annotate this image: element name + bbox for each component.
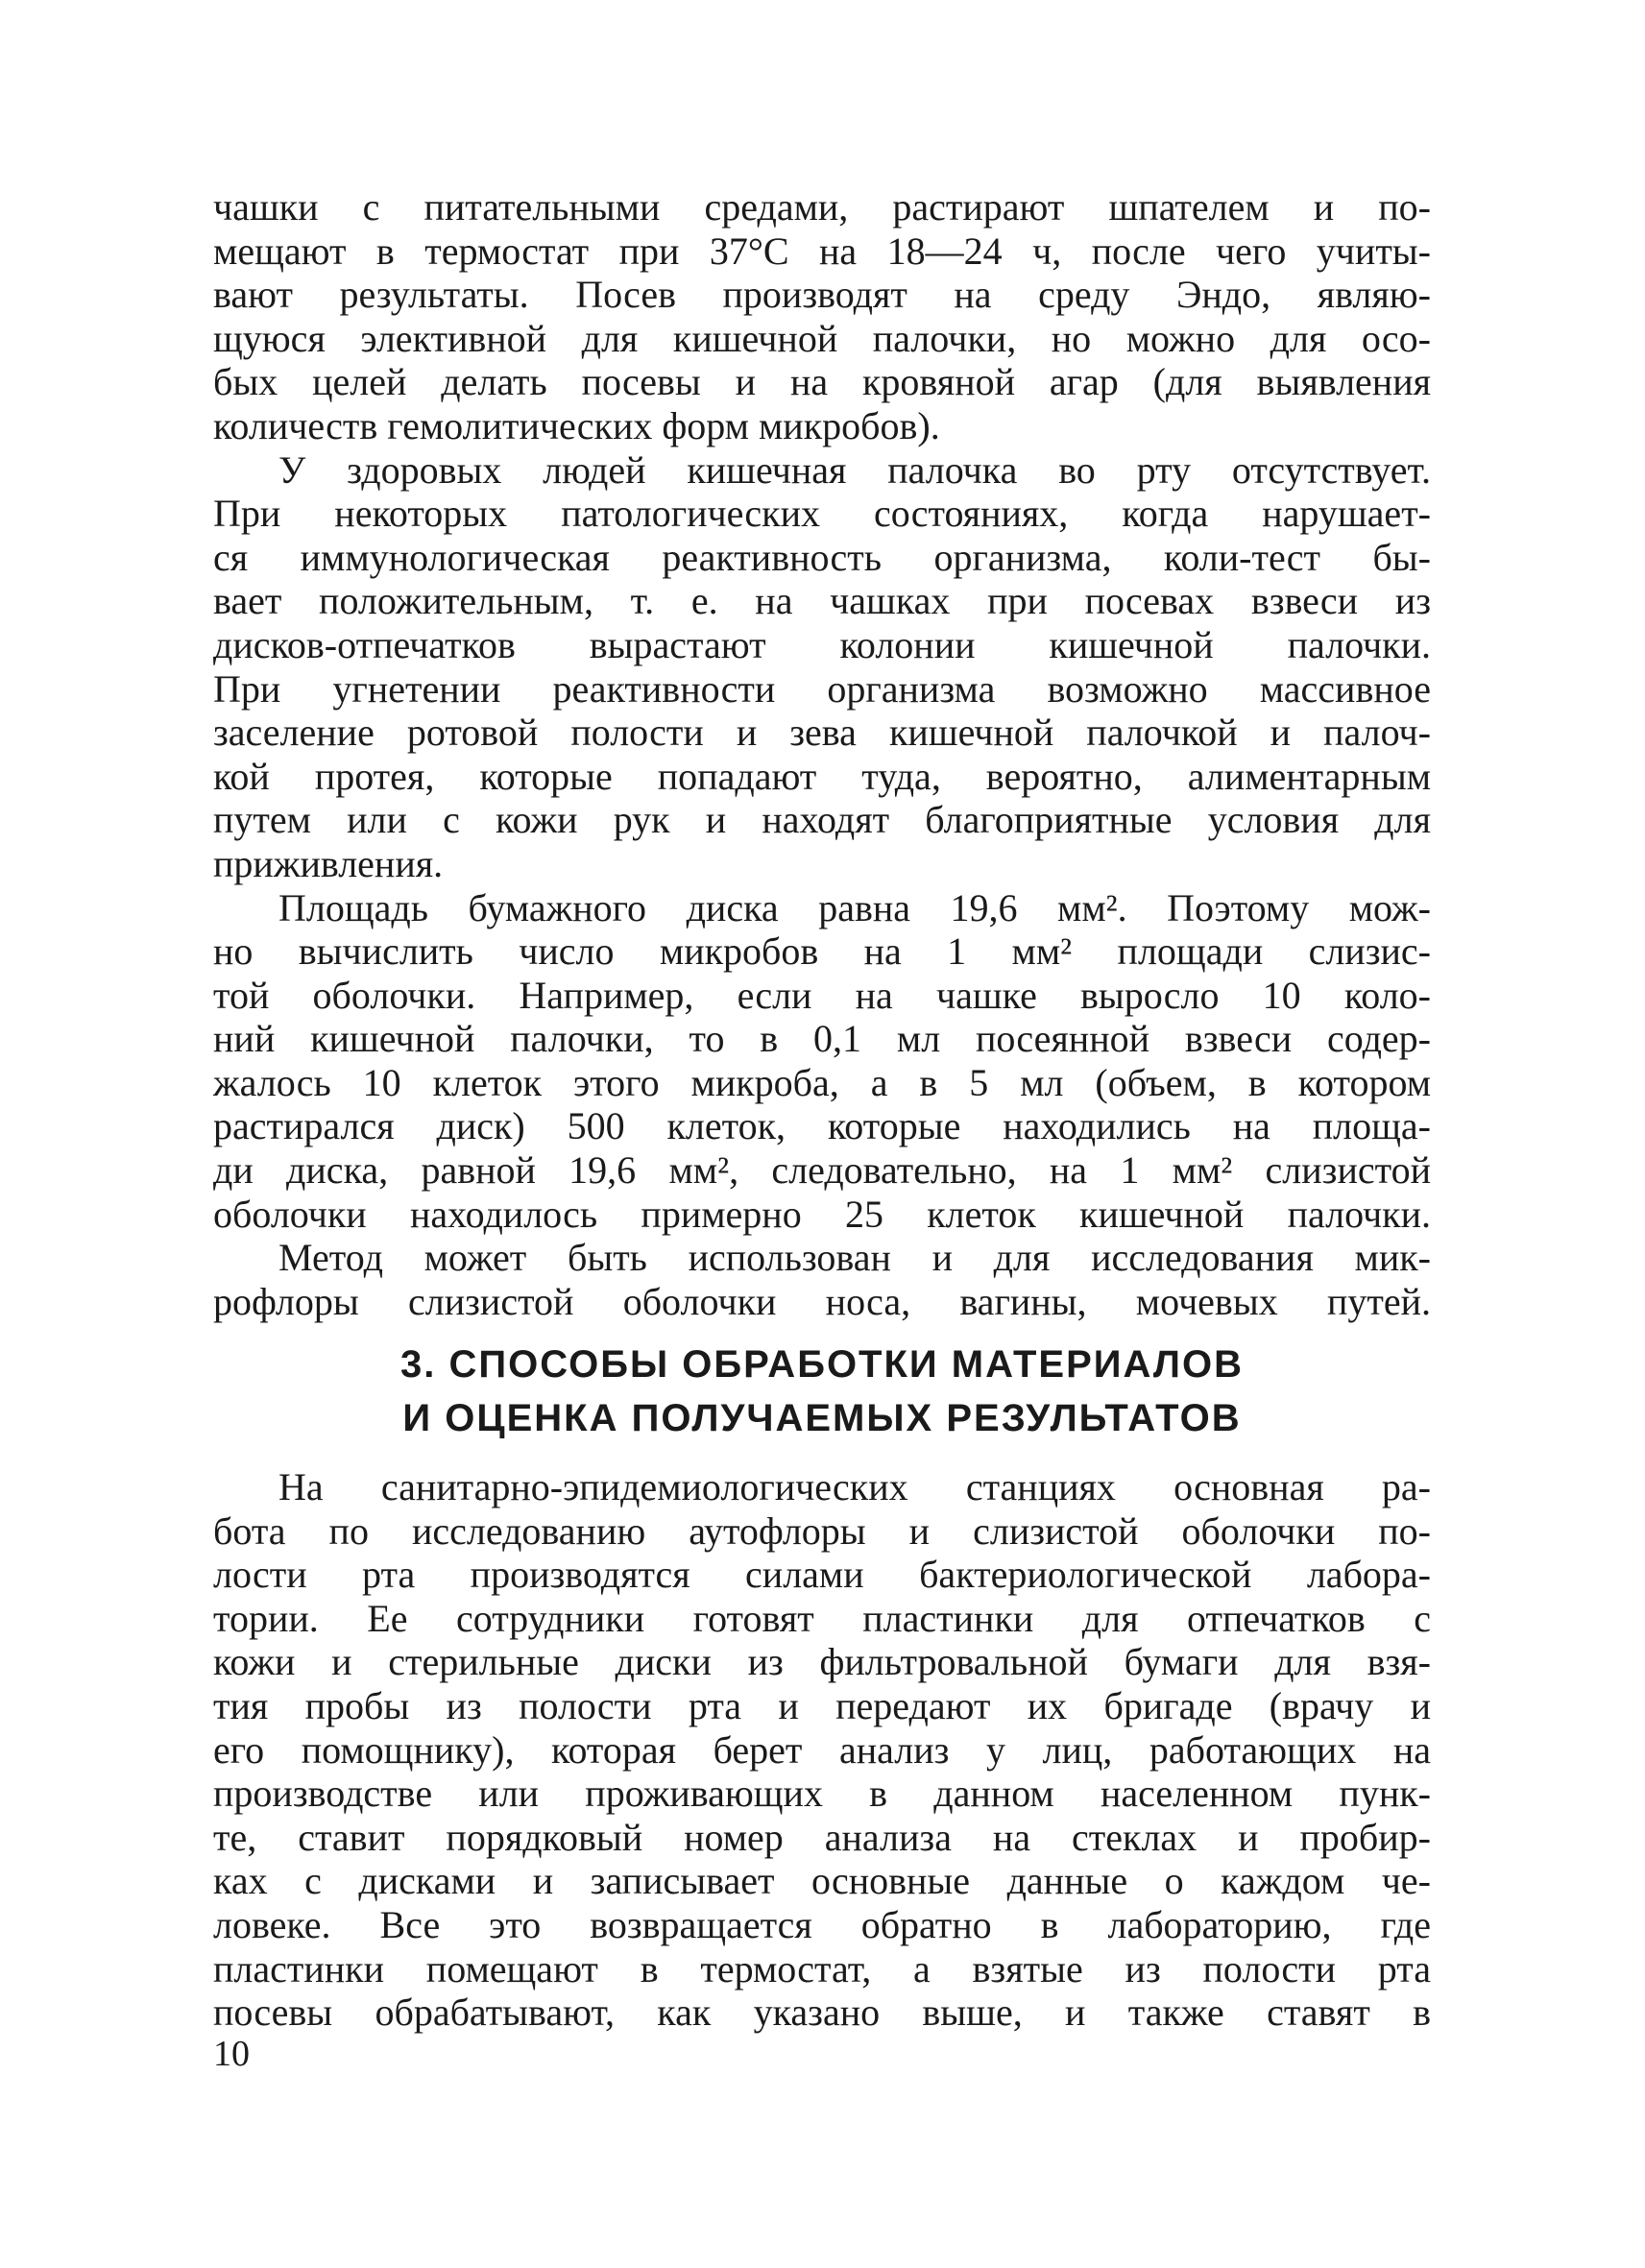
page-number: 10 [213,2034,250,2074]
text-line: вает положительным, т. е. на чашках при посевах взвеси из [213,579,1431,623]
text-line: При угнетении реактивности организма возможно массивное [213,666,1431,711]
text-line: лости рта производятся силами бактериологической лабора- [213,1553,1431,1597]
text-line: той оболочки. Например, если на чашке выросло 10 коло- [213,973,1431,1017]
text-line: количеств гемолитических форм микробов). [213,403,940,447]
paragraph-5 [213,1465,1431,2035]
paragraph-4 [213,1236,1431,1323]
text-block-lower [213,1465,1431,2035]
text-line: щуюся элективной для кишечной палочки, но можно для осо- [213,316,1431,360]
text-line: чашки с питательными средами, растирают шпателем и по- [213,185,1431,229]
text-line: путем или с кожи рук и находят благоприятные условия для [213,798,1431,842]
paragraph-2 [213,448,1431,886]
text-line: те, ставит порядковый номер анализа на стеклах и пробир- [213,1815,1431,1859]
text-line: растирался диск) 500 клеток, которые находились на площа- [213,1104,1431,1148]
text-line: вают результаты. Посев производят на среду Эндо, являю- [213,273,1431,317]
text-line: пластинки помещают в термостат, а взятые из полости рта [213,1946,1431,1991]
text-line: ках с дисками и записывает основные данные о каждом че- [213,1859,1431,1903]
text-line: его помощнику), которая берет анализ у лиц, работающих на [213,1727,1431,1772]
text-line: заселение ротовой полости и зева кишечной палочкой и палоч- [213,711,1431,755]
text-line: мещают в термостат при 37°С на 18—24 ч, после чего учиты- [213,229,1431,273]
text-line: тории. Ее сотрудники готовят пластинки для отпечатков с [213,1596,1431,1640]
text-line: производстве или проживающих в данном населенном пунк- [213,1772,1431,1816]
text-line: дисков-отпечатков вырастают колонии кишечной палочки. [213,622,1431,666]
text-line: бота по исследованию аутофлоры и слизистой оболочки по- [213,1508,1431,1553]
text-line: ловеке. Все это возвращается обратно в лабораторию, где [213,1902,1431,1946]
text-line: приживления. [213,841,444,885]
text-line: На санитарно-эпидемиологических станциях основная ра- [278,1465,1431,1508]
text-line: кожи и стерильные диски из фильтровальной бумаги для взя- [213,1640,1431,1684]
text-line: оболочки находилось примерно 25 клеток кишечной палочки. [213,1192,1431,1236]
text-line: У здоровых людей кишечная палочка во рту отсутствует. [278,447,1431,492]
paragraph-3 [213,886,1431,1237]
text-line: Площадь бумажного диска равна 19,6 мм². Поэтому мож- [278,885,1431,929]
text-line: рофлоры слизистой оболочки носа, вагины, мочевых путей. [213,1279,1431,1323]
text-line: но вычислить число микробов на 1 мм² площади слизис- [213,929,1431,974]
section-heading-line-2: И ОЦЕНКА ПОЛУЧАЕМЫХ РЕЗУЛЬТАТОВ [402,1397,1242,1439]
text-line: жалось 10 клеток этого микроба, а в 5 мл (объем, в котором [213,1060,1431,1104]
text-line: посевы обрабатывают, как указано выше, и также ставят в [213,1991,1431,2035]
text-line: тия пробы из полости рта и передают их бригаде (врачу и [213,1683,1431,1727]
text-line: кой протея, которые попадают туда, вероятно, алиментарным [213,754,1431,798]
section-heading-line-1: 3. СПОСОБЫ ОБРАБОТКИ МАТЕРИАЛОВ [400,1343,1244,1386]
paragraph-1 [213,185,1431,448]
text-line: При некоторых патологических состояниях, когда нарушает- [213,492,1431,536]
text-line: Метод может быть использован и для исследования мик- [278,1236,1431,1280]
text-block-upper [213,185,1431,1323]
section-heading [213,1338,1431,1445]
text-line: ся иммунологическая реактивность организма, коли-тест бы- [213,535,1431,579]
text-line: ди диска, равной 19,6 мм², следовательно, на 1 мм² слизистой [213,1148,1431,1193]
text-line: ний кишечной палочки, то в 0,1 мл посеянной взвеси содер- [213,1017,1431,1061]
text-line: бых целей делать посевы и на кровяной агар (для выявления [213,360,1431,404]
